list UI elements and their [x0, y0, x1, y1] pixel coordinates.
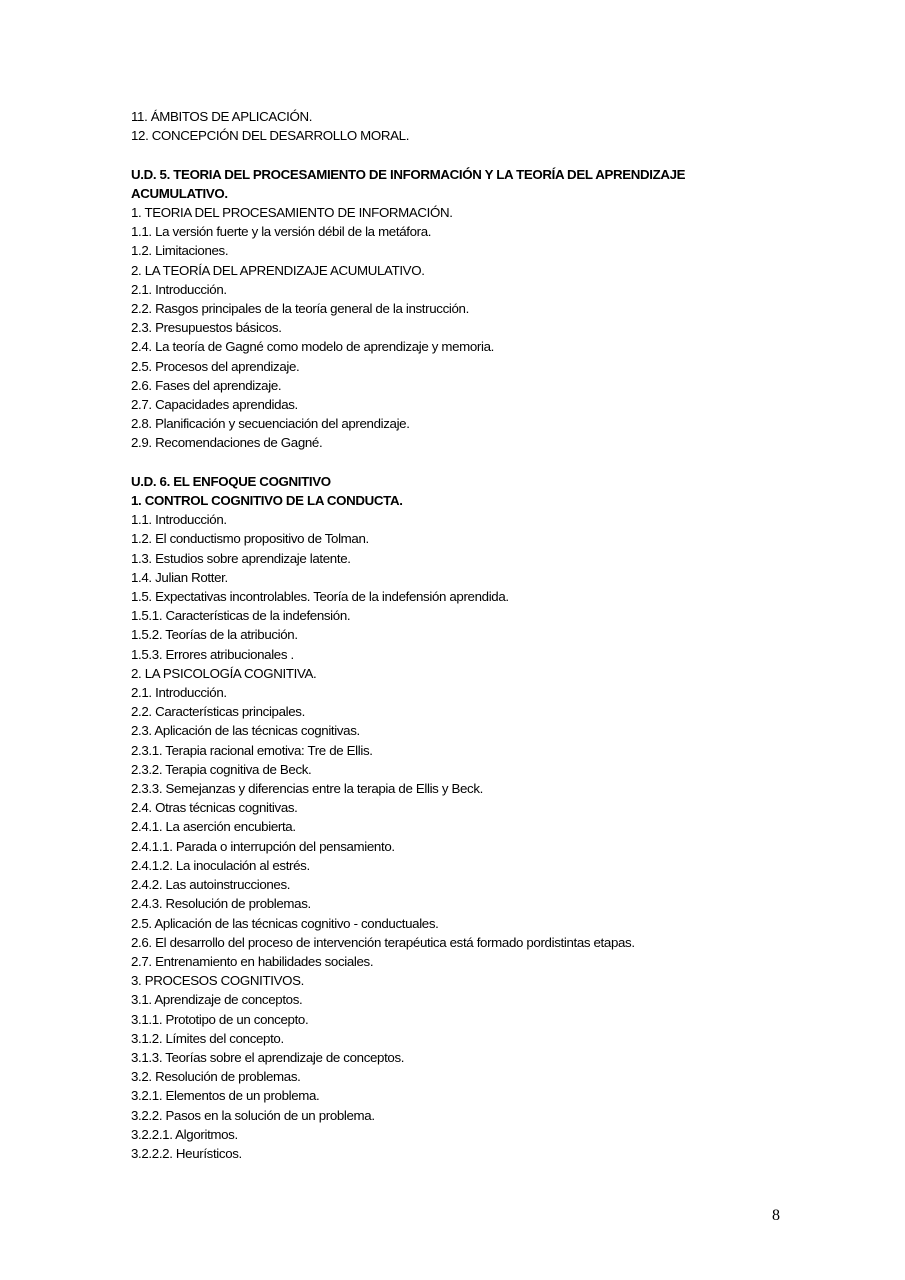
section-subheading: 1. CONTROL COGNITIVO DE LA CONDUCTA.: [131, 493, 403, 509]
section-heading: U.D. 6. EL ENFOQUE COGNITIVO: [131, 473, 331, 489]
list-item: 11. ÁMBITOS DE APLICACIÓN.: [131, 109, 313, 124]
list-item: 1.5.2. Teorías de la atribución.: [131, 627, 298, 643]
list-item: 3.1. Aprendizaje de conceptos.: [131, 992, 303, 1008]
list-item: 3.2.2.1. Algoritmos.: [131, 1126, 238, 1142]
list-item: 3.2.2. Pasos en la solución de un problema.: [131, 1107, 375, 1123]
list-item: 2.3.2. Terapia cognitiva de Beck.: [131, 761, 312, 777]
top-list: [131, 107, 771, 145]
list-item: 2.2. Características principales.: [131, 704, 305, 720]
ud6-section: [131, 472, 771, 1163]
list-item: 2.4.3. Resolución de problemas.: [131, 896, 311, 912]
list-item: 1. TEORIA DEL PROCESAMIENTO DE INFORMACIÓN.: [131, 205, 453, 220]
list-item: 1.5. Expectativas incontrolables. Teoría de la indefensión aprendida.: [131, 589, 509, 605]
list-item: 3.2. Resolución de problemas.: [131, 1069, 301, 1085]
list-item: 2.6. Fases del aprendizaje.: [131, 377, 282, 393]
list-item: 1.5.1. Características de la indefensión.: [131, 608, 351, 624]
list-item: 2.4.1. La aserción encubierta.: [131, 819, 296, 835]
list-item: 1.2. Limitaciones.: [131, 243, 229, 259]
list-item: 2.9. Recomendaciones de Gagné.: [131, 435, 323, 451]
list-item: 2.3. Aplicación de las técnicas cognitivas.: [131, 723, 360, 739]
list-item: 2.3.1. Terapia racional emotiva: Tre de Ellis.: [131, 742, 373, 758]
list-item: 1.2. El conductismo propositivo de Tolman.: [131, 531, 369, 547]
list-item: 2.7. Capacidades aprendidas.: [131, 397, 298, 413]
list-item: 3.1.3. Teorías sobre el aprendizaje de conceptos.: [131, 1049, 405, 1065]
list-item: 1.4. Julian Rotter.: [131, 569, 228, 585]
list-item: 2.3.3. Semejanzas y diferencias entre la terapia de Ellis y Beck.: [131, 781, 483, 797]
list-item: 3.2.2.2. Heurísticos.: [131, 1145, 242, 1161]
list-item: 2.1. Introducción.: [131, 281, 227, 297]
list-item: 2.7. Entrenamiento en habilidades sociales.: [131, 953, 374, 969]
list-item: 1.5.3. Errores atribucionales .: [131, 646, 294, 662]
spacer: [131, 453, 771, 472]
list-item: 2. LA PSICOLOGÍA COGNITIVA.: [131, 665, 317, 681]
list-item: 2.6. El desarrollo del proceso de intervención terapéutica está formado pordistintas etapas.: [131, 934, 635, 950]
list-item: 12. CONCEPCIÓN DEL DESARROLLO MORAL.: [131, 128, 410, 144]
list-item: 2.8. Planificación y secuenciación del aprendizaje.: [131, 416, 410, 432]
ud5-section: [131, 165, 771, 453]
list-item: 1.1. La versión fuerte y la versión débil de la metáfora.: [131, 224, 432, 240]
list-item: 2.1. Introducción.: [131, 685, 227, 701]
list-item: 3.2.1. Elementos de un problema.: [131, 1088, 320, 1104]
list-item: 3. PROCESOS COGNITIVOS.: [131, 973, 304, 989]
list-item: 2.2. Rasgos principales de la teoría general de la instrucción.: [131, 301, 469, 317]
spacer: [131, 145, 771, 164]
list-item: 2.4. La teoría de Gagné como modelo de aprendizaje y memoria.: [131, 339, 495, 355]
page-number: 8: [772, 1207, 780, 1224]
list-item: 2.4. Otras técnicas cognitivas.: [131, 800, 298, 816]
list-item: 2.5. Aplicación de las técnicas cognitivo - conductuales.: [131, 915, 439, 931]
list-item: 2. LA TEORÍA DEL APRENDIZAJE ACUMULATIVO.: [131, 262, 425, 278]
list-item: 2.4.2. Las autoinstrucciones.: [131, 877, 291, 893]
list-item: 2.3. Presupuestos básicos.: [131, 320, 282, 336]
list-item: 2.4.1.2. La inoculación al estrés.: [131, 857, 310, 873]
list-item: 1.1. Introducción.: [131, 512, 227, 528]
list-item: 2.4.1.1. Parada o interrupción del pensamiento.: [131, 838, 395, 854]
list-item: 3.1.2. Límites del concepto.: [131, 1030, 284, 1046]
document-page: [131, 107, 771, 1163]
section-heading: U.D. 5. TEORIA DEL PROCESAMIENTO DE INFORMACIÓN Y LA TEORÍA DEL APRENDIZAJE ACUMULATIVO.: [131, 166, 686, 201]
list-item: 2.5. Procesos del aprendizaje.: [131, 358, 300, 374]
list-item: 1.3. Estudios sobre aprendizaje latente.: [131, 550, 351, 566]
list-item: 3.1.1. Prototipo de un concepto.: [131, 1011, 309, 1027]
